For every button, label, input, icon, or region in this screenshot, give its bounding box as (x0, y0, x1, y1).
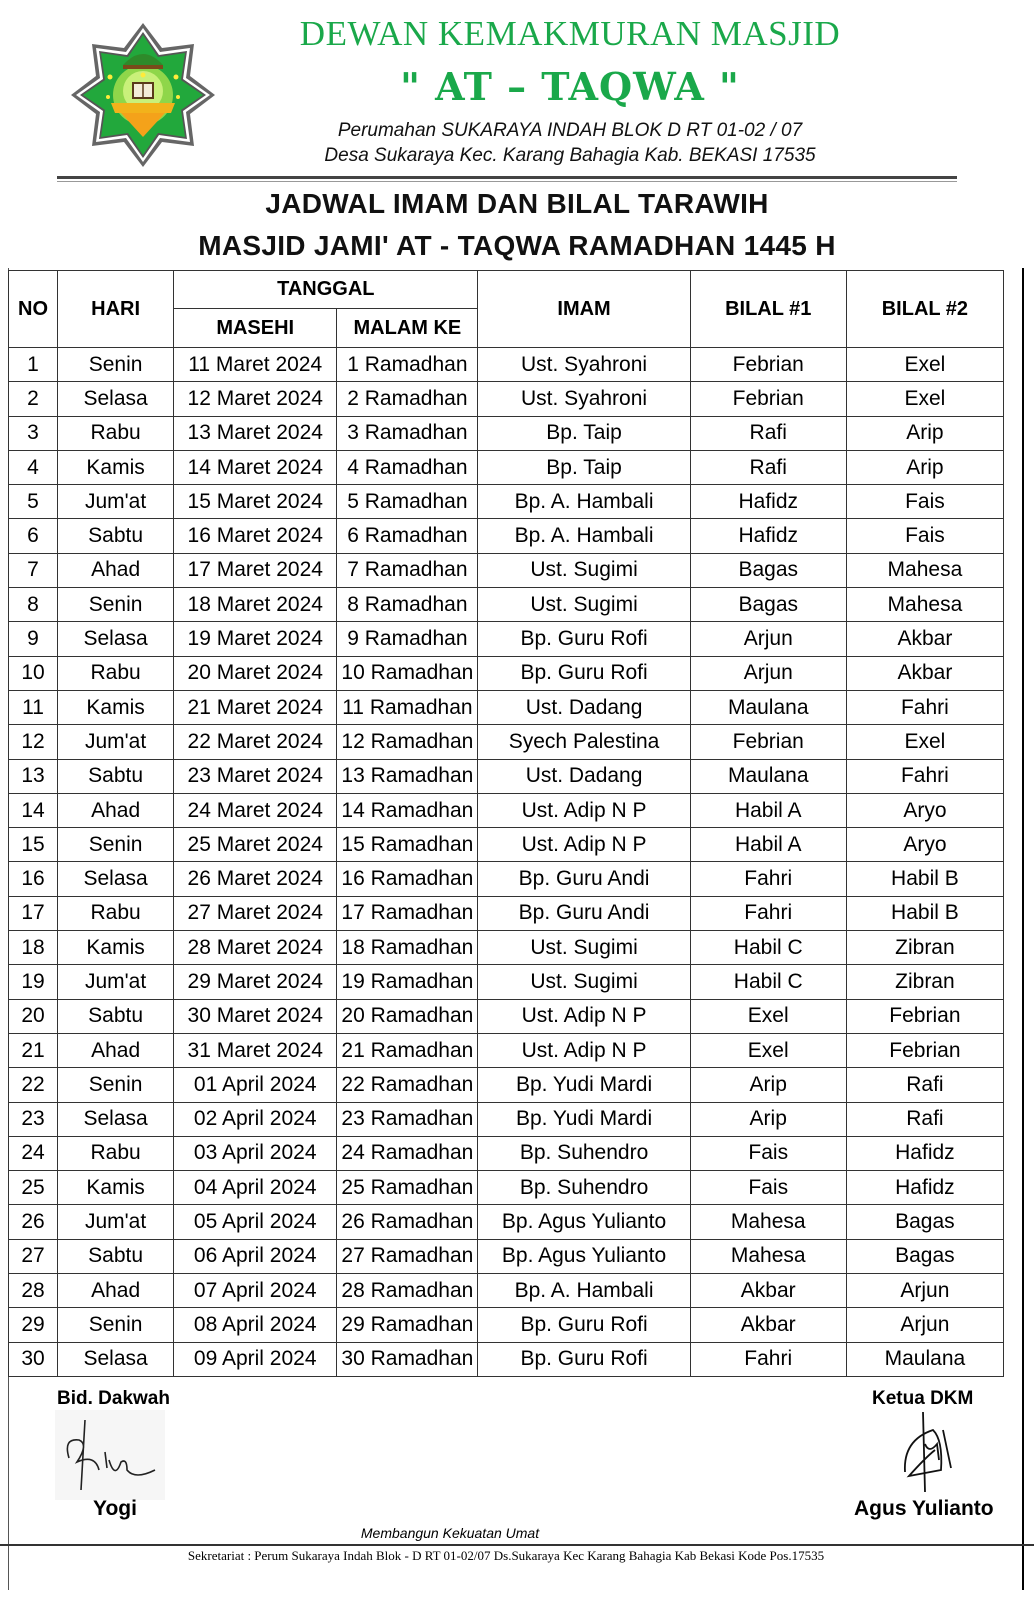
cell-masehi: 27 Maret 2024 (174, 896, 337, 930)
cell-bilal-2: Akbar (846, 622, 1003, 656)
header-imam: IMAM (478, 271, 690, 348)
table-row (9, 656, 1004, 690)
cell-malam-ke: 9 Ramadhan (337, 622, 478, 656)
cell-masehi: 22 Maret 2024 (174, 725, 337, 759)
cell-malam-ke: 2 Ramadhan (337, 382, 478, 416)
cell-malam-ke: 17 Ramadhan (337, 896, 478, 930)
cell-no: 19 (9, 965, 58, 999)
cell-bilal-1: Mahesa (690, 1239, 846, 1273)
header-tanggal: TANGGAL (174, 271, 478, 309)
cell-malam-ke: 18 Ramadhan (337, 931, 478, 965)
cell-imam: Ust. Adip N P (478, 1033, 690, 1067)
masjid-logo-icon (58, 20, 228, 170)
cell-no: 4 (9, 450, 58, 484)
header-bilal-1: BILAL #1 (690, 271, 846, 348)
cell-malam-ke: 10 Ramadhan (337, 656, 478, 690)
cell-no: 29 (9, 1308, 58, 1342)
table-row (9, 1136, 1004, 1170)
signature-agus-icon (895, 1410, 965, 1495)
cell-no: 5 (9, 485, 58, 519)
cell-imam: Bp. A. Hambali (478, 485, 690, 519)
cell-imam: Bp. Suhendro (478, 1136, 690, 1170)
table-row (9, 1171, 1004, 1205)
cell-bilal-2: Aryo (846, 793, 1003, 827)
cell-bilal-1: Hafidz (690, 485, 846, 519)
cell-hari: Ahad (58, 553, 174, 587)
cell-no: 18 (9, 931, 58, 965)
cell-bilal-1: Maulana (690, 690, 846, 724)
cell-no: 16 (9, 862, 58, 896)
table-row (9, 1308, 1004, 1342)
cell-bilal-2: Rafi (846, 1102, 1003, 1136)
schedule-body (9, 348, 1004, 1377)
cell-masehi: 04 April 2024 (174, 1171, 337, 1205)
cell-imam: Bp. Agus Yulianto (478, 1205, 690, 1239)
cell-malam-ke: 26 Ramadhan (337, 1205, 478, 1239)
table-row (9, 519, 1004, 553)
cell-malam-ke: 6 Ramadhan (337, 519, 478, 553)
cell-bilal-2: Mahesa (846, 588, 1003, 622)
cell-masehi: 29 Maret 2024 (174, 965, 337, 999)
table-row (9, 1239, 1004, 1273)
signature-left-name: Yogi (93, 1497, 137, 1520)
cell-bilal-2: Fais (846, 519, 1003, 553)
table-row (9, 965, 1004, 999)
cell-masehi: 05 April 2024 (174, 1205, 337, 1239)
cell-masehi: 08 April 2024 (174, 1308, 337, 1342)
cell-bilal-1: Febrian (690, 382, 846, 416)
cell-no: 17 (9, 896, 58, 930)
cell-imam: Bp. Guru Andi (478, 896, 690, 930)
cell-malam-ke: 20 Ramadhan (337, 999, 478, 1033)
cell-bilal-1: Mahesa (690, 1205, 846, 1239)
cell-hari: Rabu (58, 416, 174, 450)
cell-no: 8 (9, 588, 58, 622)
table-row (9, 1205, 1004, 1239)
cell-hari: Kamis (58, 931, 174, 965)
cell-bilal-2: Febrian (846, 999, 1003, 1033)
cell-hari: Senin (58, 1308, 174, 1342)
cell-bilal-1: Bagas (690, 588, 846, 622)
table-row (9, 793, 1004, 827)
address-line-1: Perumahan SUKARAYA INDAH BLOK D RT 01-02 / 07 (337, 120, 803, 141)
cell-hari: Kamis (58, 690, 174, 724)
cell-imam: Ust. Adip N P (478, 828, 690, 862)
cell-bilal-1: Fahri (690, 862, 846, 896)
cell-hari: Ahad (58, 793, 174, 827)
cell-malam-ke: 30 Ramadhan (337, 1342, 478, 1376)
cell-bilal-2: Akbar (846, 656, 1003, 690)
cell-bilal-1: Rafi (690, 416, 846, 450)
cell-no: 13 (9, 759, 58, 793)
cell-masehi: 16 Maret 2024 (174, 519, 337, 553)
cell-masehi: 17 Maret 2024 (174, 553, 337, 587)
header-divider-thin (57, 181, 957, 182)
cell-masehi: 25 Maret 2024 (174, 828, 337, 862)
cell-bilal-1: Akbar (690, 1308, 846, 1342)
cell-bilal-2: Fais (846, 485, 1003, 519)
cell-no: 1 (9, 348, 58, 382)
table-row (9, 416, 1004, 450)
cell-malam-ke: 29 Ramadhan (337, 1308, 478, 1342)
cell-hari: Ahad (58, 1033, 174, 1067)
cell-malam-ke: 14 Ramadhan (337, 793, 478, 827)
cell-hari: Rabu (58, 896, 174, 930)
secretariat-address: Sekretariat : Perum Sukaraya Indah Blok - D RT 01-02/07 Ds.Sukaraya Kec Karang Bahagia Kab Bekasi Kode Pos.17535 (187, 1548, 825, 1563)
cell-imam: Ust. Dadang (478, 759, 690, 793)
cell-no: 21 (9, 1033, 58, 1067)
cell-malam-ke: 22 Ramadhan (337, 1068, 478, 1102)
cell-bilal-2: Bagas (846, 1205, 1003, 1239)
header-masehi: MASEHI (174, 309, 337, 348)
cell-masehi: 30 Maret 2024 (174, 999, 337, 1033)
cell-imam: Bp. Guru Rofi (478, 622, 690, 656)
cell-bilal-1: Arip (690, 1068, 846, 1102)
cell-masehi: 15 Maret 2024 (174, 485, 337, 519)
footer-divider (0, 1544, 1034, 1546)
cell-no: 20 (9, 999, 58, 1033)
cell-imam: Bp. Guru Rofi (478, 1308, 690, 1342)
cell-no: 15 (9, 828, 58, 862)
cell-masehi: 20 Maret 2024 (174, 656, 337, 690)
table-row (9, 553, 1004, 587)
table-row (9, 862, 1004, 896)
header-divider (57, 176, 957, 179)
cell-no: 10 (9, 656, 58, 690)
cell-malam-ke: 3 Ramadhan (337, 416, 478, 450)
cell-bilal-2: Bagas (846, 1239, 1003, 1273)
cell-masehi: 23 Maret 2024 (174, 759, 337, 793)
cell-bilal-2: Maulana (846, 1342, 1003, 1376)
cell-malam-ke: 4 Ramadhan (337, 450, 478, 484)
cell-bilal-2: Hafidz (846, 1171, 1003, 1205)
cell-imam: Bp. A. Hambali (478, 1274, 690, 1308)
cell-hari: Rabu (58, 656, 174, 690)
table-row (9, 1342, 1004, 1376)
cell-bilal-1: Fahri (690, 896, 846, 930)
cell-hari: Selasa (58, 862, 174, 896)
cell-no: 26 (9, 1205, 58, 1239)
cell-bilal-1: Maulana (690, 759, 846, 793)
cell-bilal-2: Fahri (846, 690, 1003, 724)
cell-bilal-1: Habil C (690, 965, 846, 999)
cell-no: 22 (9, 1068, 58, 1102)
cell-bilal-1: Akbar (690, 1274, 846, 1308)
cell-bilal-2: Febrian (846, 1033, 1003, 1067)
table-row (9, 1102, 1004, 1136)
schedule-table (8, 270, 1004, 1377)
cell-malam-ke: 28 Ramadhan (337, 1274, 478, 1308)
cell-malam-ke: 15 Ramadhan (337, 828, 478, 862)
cell-hari: Selasa (58, 1342, 174, 1376)
table-row (9, 896, 1004, 930)
cell-no: 7 (9, 553, 58, 587)
cell-imam: Ust. Adip N P (478, 793, 690, 827)
cell-no: 23 (9, 1102, 58, 1136)
cell-masehi: 31 Maret 2024 (174, 1033, 337, 1067)
cell-imam: Ust. Sugimi (478, 931, 690, 965)
cell-imam: Bp. Yudi Mardi (478, 1102, 690, 1136)
cell-masehi: 14 Maret 2024 (174, 450, 337, 484)
document-title: JADWAL IMAM DAN BILAL TARAWIH (265, 188, 769, 219)
cell-bilal-2: Exel (846, 348, 1003, 382)
table-row (9, 450, 1004, 484)
cell-no: 24 (9, 1136, 58, 1170)
cell-bilal-1: Rafi (690, 450, 846, 484)
header-bilal-2: BILAL #2 (846, 271, 1003, 348)
cell-hari: Ahad (58, 1274, 174, 1308)
header-malam-ke: MALAM KE (337, 309, 478, 348)
cell-imam: Ust. Adip N P (478, 999, 690, 1033)
motto: Membangun Kekuatan Umat (360, 1525, 540, 1541)
cell-imam: Ust. Sugimi (478, 588, 690, 622)
cell-masehi: 13 Maret 2024 (174, 416, 337, 450)
cell-hari: Senin (58, 588, 174, 622)
cell-imam: Ust. Syahroni (478, 348, 690, 382)
table-row (9, 1033, 1004, 1067)
cell-malam-ke: 23 Ramadhan (337, 1102, 478, 1136)
cell-no: 25 (9, 1171, 58, 1205)
cell-malam-ke: 7 Ramadhan (337, 553, 478, 587)
cell-hari: Sabtu (58, 999, 174, 1033)
org-name: DEWAN KEMAKMURAN MASJID (299, 14, 841, 53)
cell-imam: Bp. Taip (478, 416, 690, 450)
cell-no: 30 (9, 1342, 58, 1376)
cell-masehi: 24 Maret 2024 (174, 793, 337, 827)
cell-bilal-1: Arjun (690, 622, 846, 656)
cell-imam: Bp. A. Hambali (478, 519, 690, 553)
cell-bilal-2: Arjun (846, 1274, 1003, 1308)
cell-malam-ke: 21 Ramadhan (337, 1033, 478, 1067)
cell-bilal-2: Fahri (846, 759, 1003, 793)
cell-masehi: 11 Maret 2024 (174, 348, 337, 382)
cell-hari: Senin (58, 828, 174, 862)
cell-hari: Jum'at (58, 725, 174, 759)
cell-masehi: 12 Maret 2024 (174, 382, 337, 416)
header-hari: HARI (58, 271, 174, 348)
cell-no: 9 (9, 622, 58, 656)
cell-bilal-2: Habil B (846, 862, 1003, 896)
cell-bilal-1: Febrian (690, 348, 846, 382)
cell-no: 14 (9, 793, 58, 827)
cell-bilal-2: Arip (846, 416, 1003, 450)
cell-hari: Sabtu (58, 519, 174, 553)
signature-left-title: Bid. Dakwah (57, 1388, 170, 1409)
cell-masehi: 26 Maret 2024 (174, 862, 337, 896)
cell-malam-ke: 27 Ramadhan (337, 1239, 478, 1273)
cell-bilal-2: Habil B (846, 896, 1003, 930)
cell-imam: Ust. Syahroni (478, 382, 690, 416)
table-row (9, 1068, 1004, 1102)
cell-malam-ke: 11 Ramadhan (337, 690, 478, 724)
cell-masehi: 28 Maret 2024 (174, 931, 337, 965)
table-row (9, 382, 1004, 416)
cell-hari: Selasa (58, 622, 174, 656)
cell-imam: Bp. Guru Rofi (478, 1342, 690, 1376)
table-row (9, 1274, 1004, 1308)
cell-imam: Ust. Sugimi (478, 553, 690, 587)
cell-masehi: 09 April 2024 (174, 1342, 337, 1376)
cell-malam-ke: 1 Ramadhan (337, 348, 478, 382)
cell-malam-ke: 13 Ramadhan (337, 759, 478, 793)
cell-bilal-1: Hafidz (690, 519, 846, 553)
cell-bilal-2: Rafi (846, 1068, 1003, 1102)
table-row (9, 931, 1004, 965)
table-row (9, 725, 1004, 759)
cell-masehi: 06 April 2024 (174, 1239, 337, 1273)
header-no: NO (9, 271, 58, 348)
masjid-name: " AT – TAQWA " (400, 64, 740, 109)
cell-imam: Bp. Guru Rofi (478, 656, 690, 690)
cell-hari: Kamis (58, 1171, 174, 1205)
address-line-2: Desa Sukaraya Kec. Karang Bahagia Kab. BEKASI 17535 (324, 145, 816, 166)
table-row (9, 999, 1004, 1033)
table-row (9, 348, 1004, 382)
document-subtitle: MASJID JAMI' AT - TAQWA RAMADHAN 1445 H (198, 230, 836, 261)
cell-bilal-1: Arip (690, 1102, 846, 1136)
cell-hari: Selasa (58, 382, 174, 416)
signature-right-name: Agus Yulianto (854, 1497, 994, 1520)
table-row (9, 622, 1004, 656)
cell-hari: Selasa (58, 1102, 174, 1136)
cell-hari: Rabu (58, 1136, 174, 1170)
cell-bilal-1: Bagas (690, 553, 846, 587)
cell-imam: Bp. Guru Andi (478, 862, 690, 896)
cell-masehi: 02 April 2024 (174, 1102, 337, 1136)
table-row (9, 690, 1004, 724)
cell-malam-ke: 12 Ramadhan (337, 725, 478, 759)
cell-masehi: 01 April 2024 (174, 1068, 337, 1102)
cell-hari: Sabtu (58, 1239, 174, 1273)
cell-no: 27 (9, 1239, 58, 1273)
cell-bilal-2: Arip (846, 450, 1003, 484)
table-row (9, 588, 1004, 622)
signature-right-title: Ketua DKM (872, 1388, 974, 1409)
cell-no: 3 (9, 416, 58, 450)
cell-hari: Jum'at (58, 485, 174, 519)
table-row (9, 485, 1004, 519)
cell-bilal-2: Aryo (846, 828, 1003, 862)
cell-bilal-1: Fahri (690, 1342, 846, 1376)
cell-no: 28 (9, 1274, 58, 1308)
table-row (9, 759, 1004, 793)
cell-imam: Bp. Yudi Mardi (478, 1068, 690, 1102)
cell-masehi: 19 Maret 2024 (174, 622, 337, 656)
cell-masehi: 18 Maret 2024 (174, 588, 337, 622)
cell-no: 2 (9, 382, 58, 416)
cell-bilal-1: Habil A (690, 828, 846, 862)
cell-malam-ke: 5 Ramadhan (337, 485, 478, 519)
cell-no: 6 (9, 519, 58, 553)
table-row (9, 828, 1004, 862)
cell-masehi: 21 Maret 2024 (174, 690, 337, 724)
cell-hari: Senin (58, 1068, 174, 1102)
cell-malam-ke: 16 Ramadhan (337, 862, 478, 896)
cell-bilal-2: Arjun (846, 1308, 1003, 1342)
cell-bilal-1: Arjun (690, 656, 846, 690)
cell-masehi: 03 April 2024 (174, 1136, 337, 1170)
cell-malam-ke: 24 Ramadhan (337, 1136, 478, 1170)
cell-hari: Jum'at (58, 965, 174, 999)
cell-bilal-2: Zibran (846, 931, 1003, 965)
cell-bilal-2: Exel (846, 382, 1003, 416)
cell-imam: Bp. Suhendro (478, 1171, 690, 1205)
cell-hari: Kamis (58, 450, 174, 484)
cell-imam: Bp. Taip (478, 450, 690, 484)
cell-imam: Syech Palestina (478, 725, 690, 759)
cell-bilal-1: Fais (690, 1136, 846, 1170)
cell-bilal-1: Fais (690, 1171, 846, 1205)
signature-yogi-icon (55, 1410, 165, 1500)
cell-bilal-2: Hafidz (846, 1136, 1003, 1170)
cell-imam: Ust. Dadang (478, 690, 690, 724)
cell-bilal-2: Exel (846, 725, 1003, 759)
cell-malam-ke: 19 Ramadhan (337, 965, 478, 999)
cell-malam-ke: 8 Ramadhan (337, 588, 478, 622)
cell-bilal-1: Habil C (690, 931, 846, 965)
cell-no: 12 (9, 725, 58, 759)
cell-bilal-1: Febrian (690, 725, 846, 759)
cell-bilal-1: Exel (690, 1033, 846, 1067)
cell-bilal-1: Exel (690, 999, 846, 1033)
cell-bilal-2: Mahesa (846, 553, 1003, 587)
cell-bilal-1: Habil A (690, 793, 846, 827)
cell-imam: Bp. Agus Yulianto (478, 1239, 690, 1273)
cell-malam-ke: 25 Ramadhan (337, 1171, 478, 1205)
cell-imam: Ust. Sugimi (478, 965, 690, 999)
cell-bilal-2: Zibran (846, 965, 1003, 999)
cell-hari: Senin (58, 348, 174, 382)
cell-no: 11 (9, 690, 58, 724)
cell-hari: Jum'at (58, 1205, 174, 1239)
cell-masehi: 07 April 2024 (174, 1274, 337, 1308)
cell-hari: Sabtu (58, 759, 174, 793)
